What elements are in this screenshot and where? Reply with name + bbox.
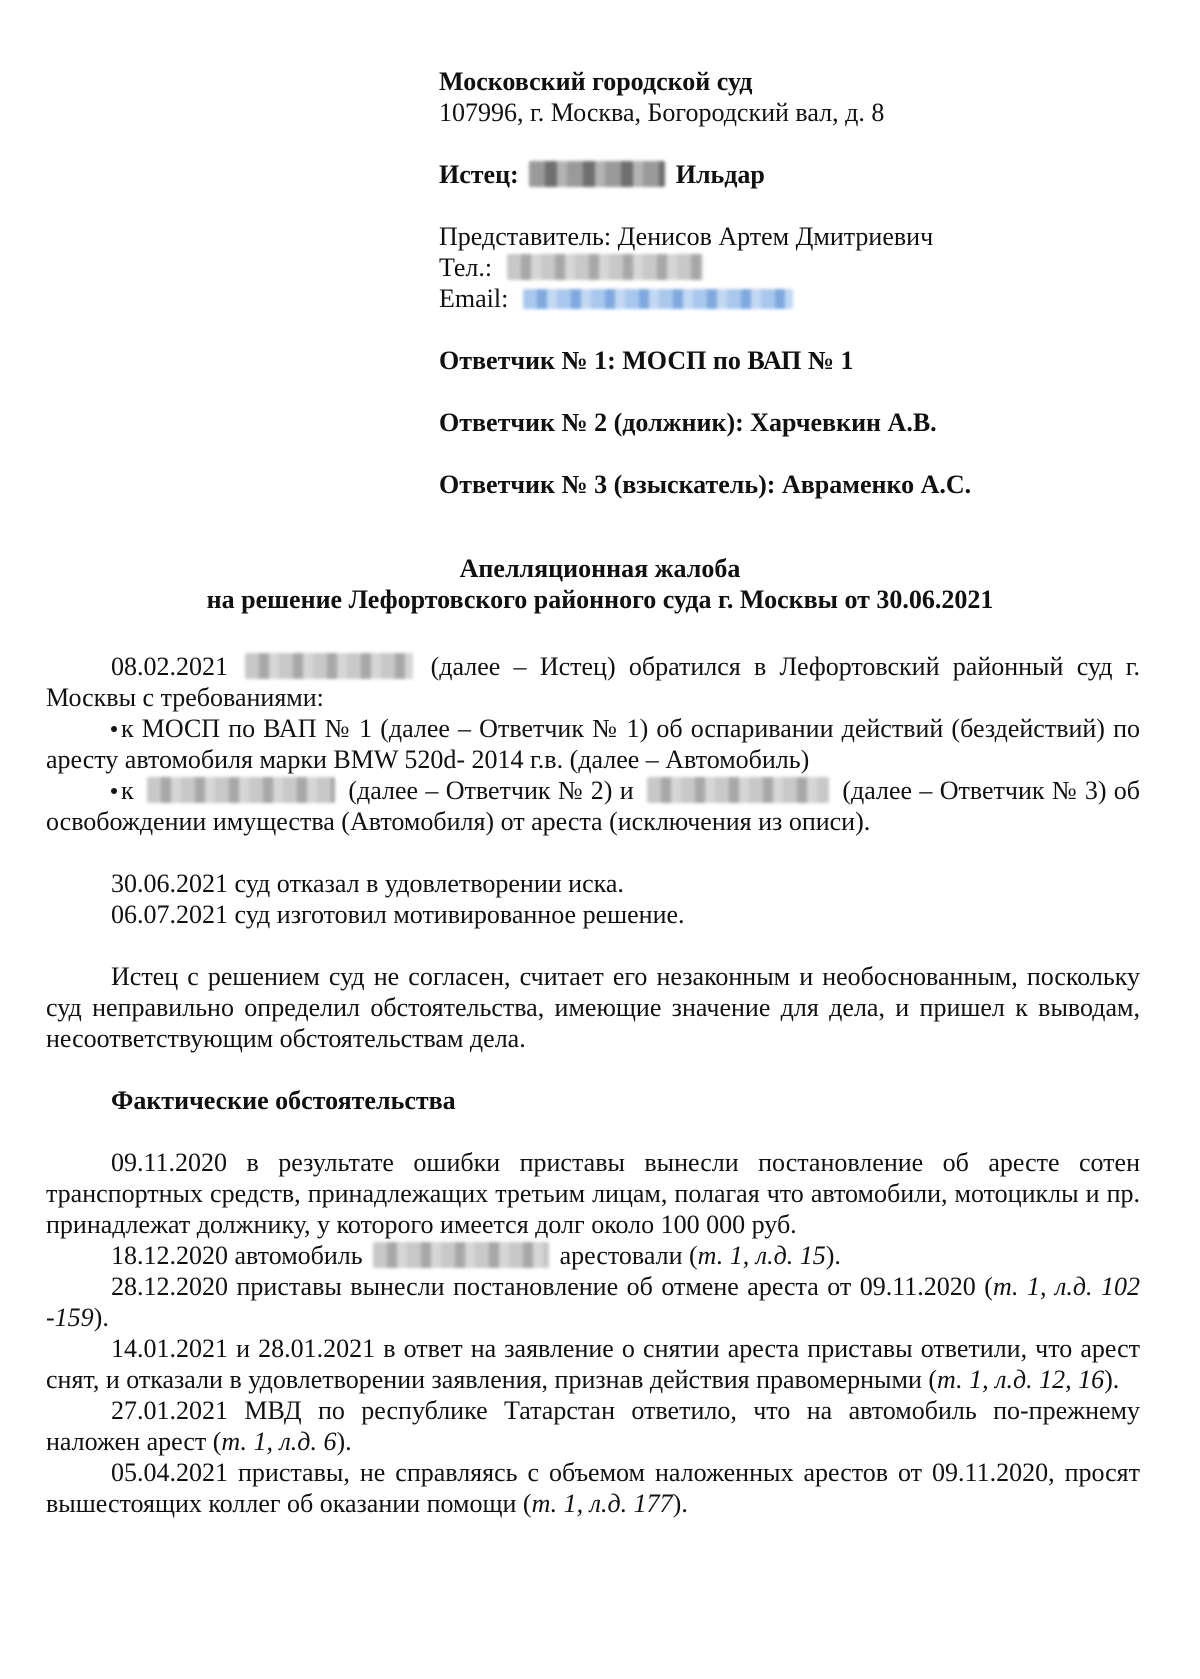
redacted-phone [507, 254, 703, 280]
paragraph-intro [46, 651, 1140, 713]
fact-5-text: 27.01.2021 МВД по республике Татарстан ответило, что на автомобиль по-прежнему наложен арест ( [46, 1396, 1140, 1456]
fact-2-ref: т. 1, л.д. 15 [697, 1241, 826, 1270]
email-label: Email: [439, 284, 509, 313]
intro-date: 08.02.2021 [111, 652, 228, 681]
title-line-2: на решение Лефортовского районного суда г. Москвы от 30.06.2021 [206, 585, 994, 614]
redacted-defendant-2 [147, 777, 335, 803]
redacted-car [373, 1242, 549, 1268]
court-address: 107996, г. Москва, Богородский вал, д. 8 [439, 98, 885, 127]
fact-4-text: 14.01.2021 и 28.01.2021 в ответ на заявление о снятии ареста приставы ответили, что арест снят, и отказали в удовлетворении заявления, признав действия правомерными ( [46, 1334, 1140, 1394]
paragraph-refusal: 30.06.2021 суд отказал в удовлетворении иска. [111, 869, 624, 898]
bullet-2-suffix: (далее – Ответчик № 3) об освобождении имущества (Автомобиля) от ареста (исключения из описи). [46, 776, 1141, 836]
fact-2-text: 18.12.2020 автомобиль [111, 1241, 363, 1270]
email-line [439, 283, 1159, 314]
plaintiff-name: Ильдар [675, 160, 765, 189]
paragraph-disagreement: Истец с решением суд не согласен, считает его незаконным и необоснованным, поскольку суд неправильно определил обстоятельства, имеющие значение для дела, и пришел к выводам, несоответствующим обстоятельствам дела. [46, 962, 1140, 1053]
title-line-1: Апелляционная жалоба [459, 554, 741, 583]
fact-5 [46, 1395, 1140, 1457]
bullet-2-prefix: к [121, 776, 134, 805]
list-item [46, 775, 1140, 837]
fact-4-end: ). [1104, 1365, 1120, 1394]
bullet-icon [111, 726, 117, 732]
phone-line [439, 252, 1159, 283]
bullet-icon [111, 788, 117, 794]
redacted-email [523, 289, 793, 309]
fact-1: 09.11.2020 в результате ошибки приставы вынесли постановление об аресте сотен транспортных средств, принадлежащих третьим лицам, полагая что автомобили, мотоциклы и пр. принадлежат должнику, у которого имеется долг около 100 000 руб. [46, 1148, 1140, 1239]
redacted-defendant-3 [647, 777, 829, 803]
list-item [46, 713, 1140, 775]
redacted-plaintiff [245, 653, 413, 679]
representative: Представитель: Денисов Артем Дмитриевич [439, 222, 934, 251]
paragraph-reasoned-decision: 06.07.2021 суд изготовил мотивированное решение. [111, 900, 685, 929]
court-name: Московский городской суд [439, 67, 753, 96]
redacted-surname [529, 161, 665, 187]
fact-5-end: ). [336, 1427, 352, 1456]
fact-3-end: ). [93, 1303, 109, 1332]
fact-3-text: 28.12.2020 приставы вынесли постановление об отмене ареста от 09.11.2020 ( [111, 1272, 993, 1301]
phone-label: Тел.: [439, 253, 493, 282]
bullet-1-text: к МОСП по ВАП № 1 (далее – Ответчик № 1) об оспаривании действий (бездействий) по аресту автомобиля марки BMW 520d- 2014 г.в. (далее – Автомобиль) [46, 714, 1140, 774]
fact-2-end: ). [825, 1241, 841, 1270]
fact-3 [46, 1271, 1140, 1333]
fact-4-ref: т. 1, л.д. 12, 16 [937, 1365, 1105, 1394]
fact-6-text: 05.04.2021 приставы, не справляясь с объемом наложенных арестов от 09.11.2020, просят вышестоящих коллег об оказании помощи ( [46, 1458, 1140, 1518]
fact-2-text-b: арестовали ( [559, 1241, 698, 1270]
fact-3-ref: т. 1, л.д. 102 -159 [46, 1272, 1140, 1332]
fact-6-ref: т. 1, л.д. 177 [531, 1489, 673, 1518]
document-title [60, 553, 1140, 615]
bullet-2-middle: (далее – Ответчик № 2) и [348, 776, 634, 805]
defendant-2: Ответчик № 2 (должник): Харчевкин А.В. [439, 408, 937, 437]
intro-text: (далее – Истец) обратился в Лефортовский районный суд г. Москвы с требованиями: [46, 652, 1141, 712]
plaintiff-label: Истец: [439, 160, 519, 189]
fact-6 [46, 1457, 1140, 1519]
fact-5-ref: т. 1, л.д. 6 [221, 1427, 337, 1456]
fact-6-end: ). [672, 1489, 688, 1518]
addressee-block [439, 66, 1159, 500]
defendant-1: Ответчик № 1: МОСП по ВАП № 1 [439, 346, 854, 375]
plaintiff-line [439, 159, 1159, 190]
fact-4 [46, 1333, 1140, 1395]
section-heading: Фактические обстоятельства [111, 1086, 456, 1115]
defendant-3: Ответчик № 3 (взыскатель): Авраменко А.С. [439, 470, 972, 499]
fact-2 [46, 1240, 1140, 1271]
document-body [46, 651, 1140, 1519]
